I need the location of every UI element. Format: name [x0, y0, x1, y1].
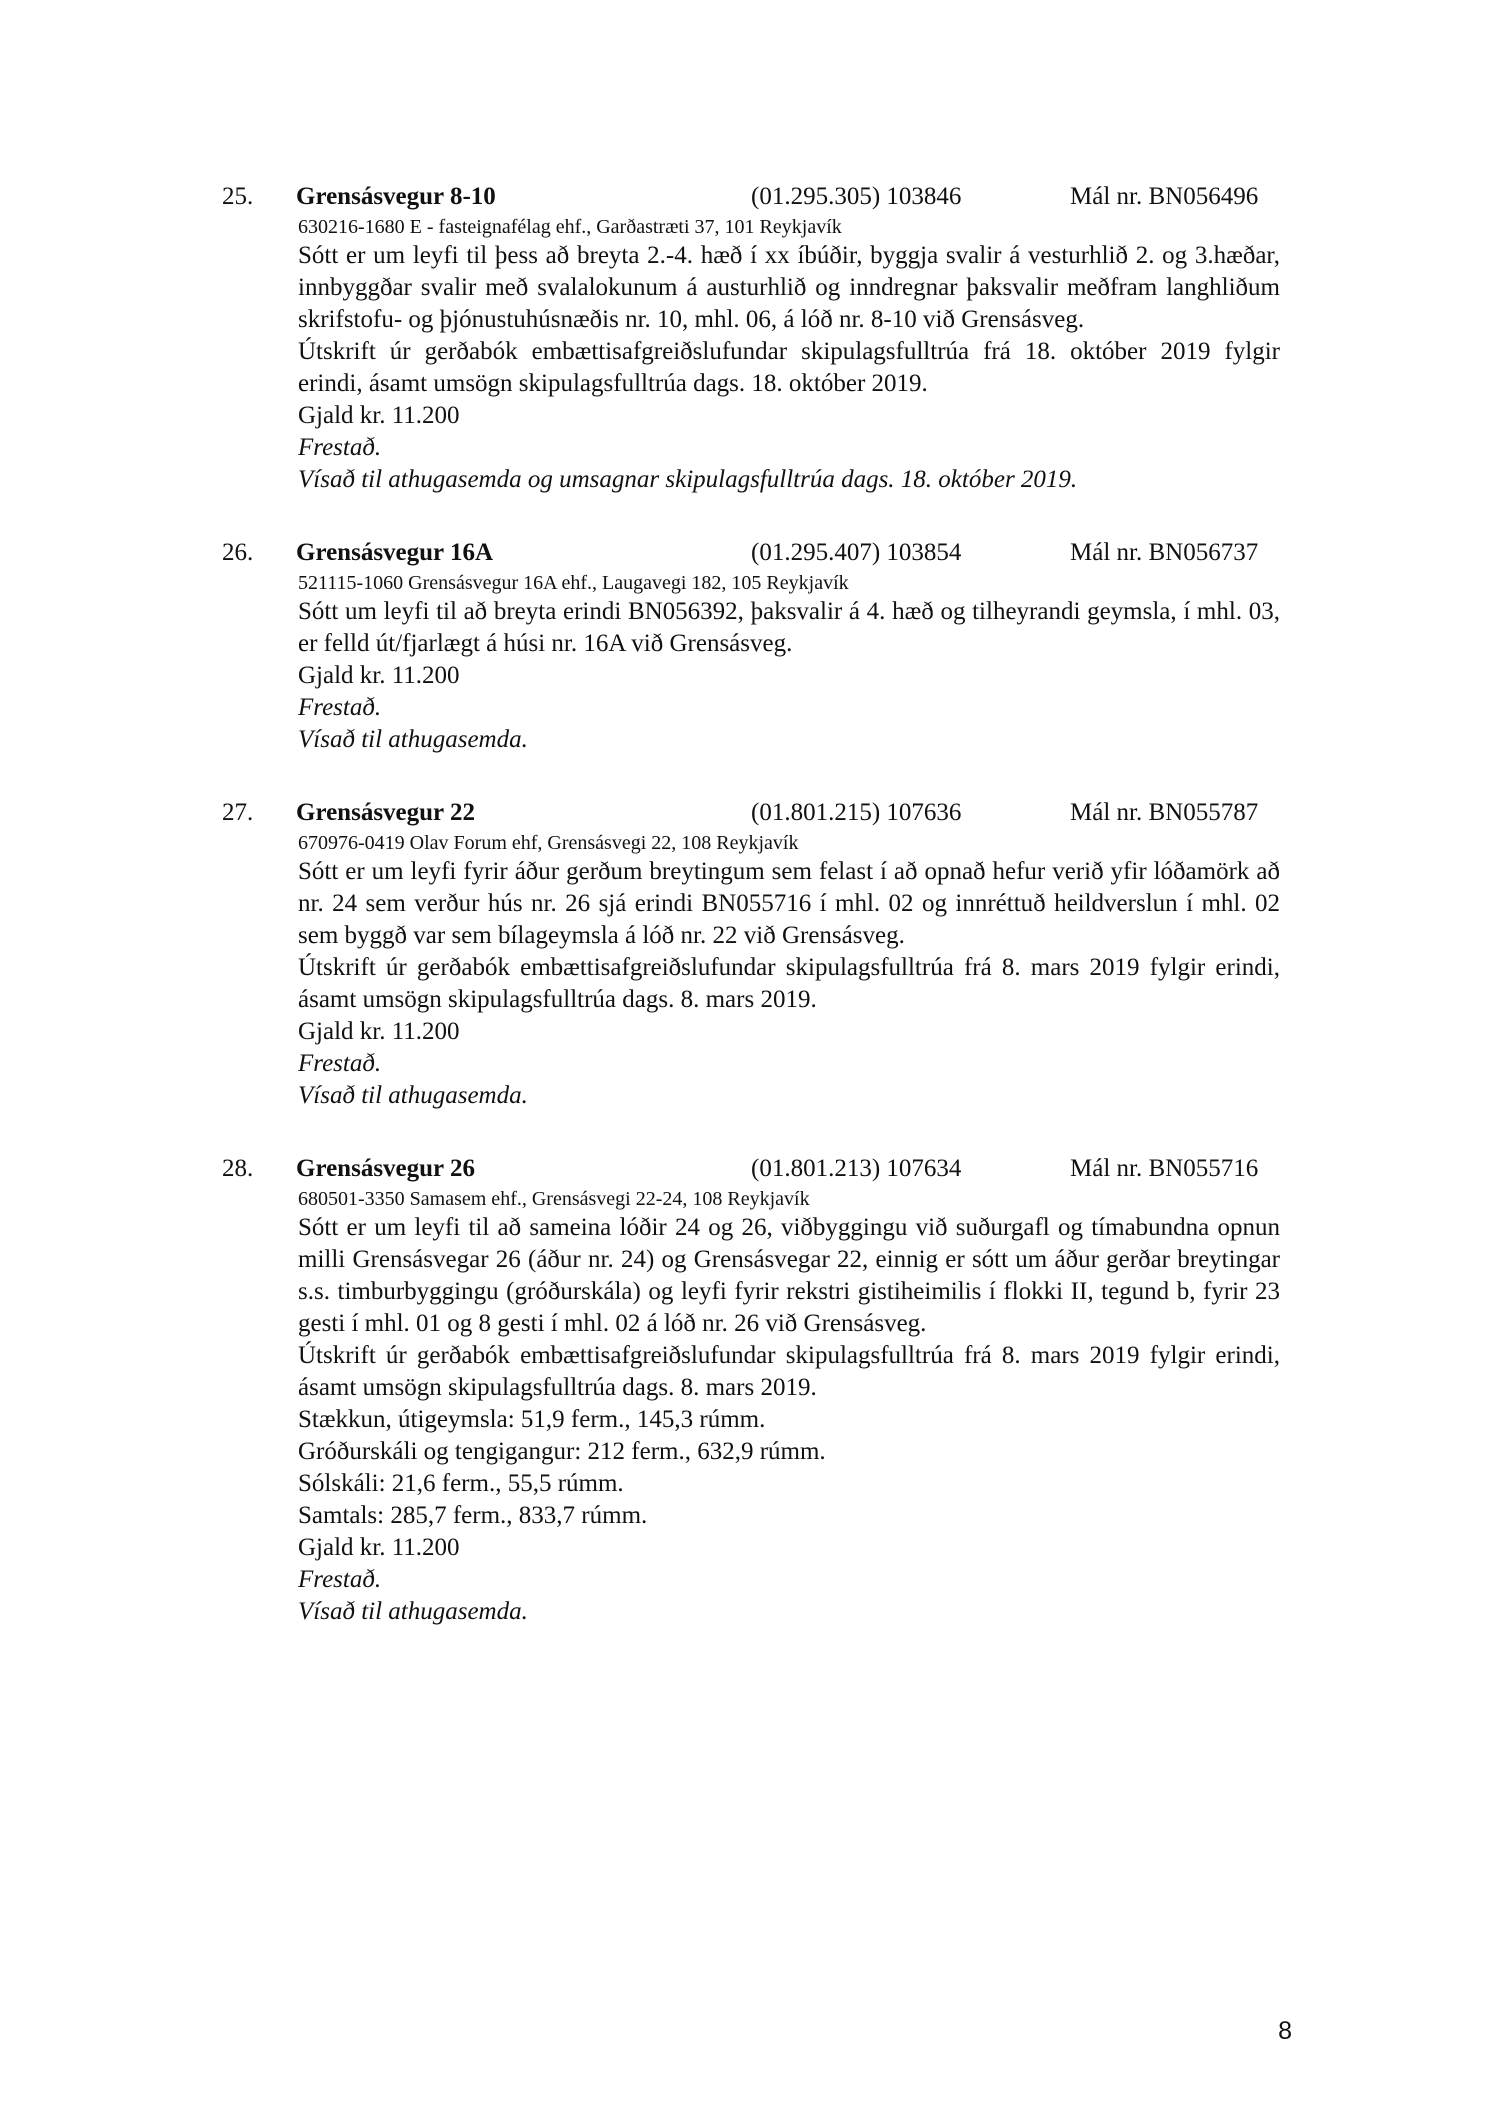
item-title: Grensásvegur 26: [296, 1155, 475, 1182]
extract-note: Útskrift úr gerðabók embættisafgreiðslufundar skipulagsfulltrúa frá 8. mars 2019 fylgir erindi, ásamt umsögn skipulagsfulltrúa dags. 8. mars 2019.: [298, 1342, 1280, 1401]
agenda-item: [0, 796, 1500, 1112]
agenda-item: [0, 536, 1500, 756]
case-number: Mál nr. BN055716: [1070, 1155, 1259, 1182]
item-title: Grensásvegur 8-10: [296, 183, 496, 210]
agenda-item: [0, 1152, 1500, 1628]
property-reference: (01.295.305) 103846: [751, 183, 962, 210]
item-number: 26.: [222, 539, 254, 566]
measure-line: Gróðurskáli og tengigangur: 212 ferm., 632,9 rúmm.: [298, 1438, 826, 1465]
item-body: [298, 856, 1280, 1112]
item-header: [0, 1152, 1500, 1186]
measure-line: Samtals: 285,7 ferm., 833,7 rúmm.: [298, 1502, 648, 1529]
status: Frestað.: [298, 694, 382, 721]
fee: Gjald kr. 11.200: [298, 402, 460, 429]
status: Frestað.: [298, 1566, 382, 1593]
applicant: 630216-1680 E - fasteignafélag ehf., Garðastræti 37, 101 Reykjavík: [298, 216, 842, 238]
case-number: Mál nr. BN056737: [1070, 539, 1259, 566]
agenda-item: [0, 180, 1500, 496]
property-reference: (01.295.407) 103854: [751, 539, 962, 566]
description: Sótt er um leyfi fyrir áður gerðum breytingum sem felast í að opnað hefur verið yfir lóðamörk að nr. 24 sem verður hús nr. 26 sjá erindi BN055716 í mhl. 02 og innréttuð heildverslun í mhl. 02 sem byggð var sem bílageymsla á lóð nr. 22 við Grensásveg.: [298, 858, 1280, 949]
item-body: [298, 240, 1280, 496]
item-header: [0, 180, 1500, 214]
item-title: Grensásvegur 22: [296, 799, 475, 826]
referral: Vísað til athugasemda og umsagnar skipulagsfulltrúa dags. 18. október 2019.: [298, 466, 1078, 493]
case-number: Mál nr. BN056496: [1070, 183, 1259, 210]
case-number: Mál nr. BN055787: [1070, 799, 1259, 826]
extract-note: Útskrift úr gerðabók embættisafgreiðslufundar skipulagsfulltrúa frá 8. mars 2019 fylgir erindi, ásamt umsögn skipulagsfulltrúa dags. 8. mars 2019.: [298, 954, 1280, 1013]
fee: Gjald kr. 11.200: [298, 662, 460, 689]
status: Frestað.: [298, 434, 382, 461]
measure-line: Sólskáli: 21,6 ferm., 55,5 rúmm.: [298, 1470, 624, 1497]
page-number: 8: [1278, 2017, 1292, 2045]
item-body: [298, 1212, 1280, 1628]
property-reference: (01.801.215) 107636: [751, 799, 962, 826]
measure-line: Stækkun, útigeymsla: 51,9 ferm., 145,3 rúmm.: [298, 1406, 766, 1433]
applicant: 680501-3350 Samasem ehf., Grensásvegi 22-24, 108 Reykjavík: [298, 1188, 810, 1210]
status: Frestað.: [298, 1050, 382, 1077]
property-reference: (01.801.213) 107634: [751, 1155, 962, 1182]
referral: Vísað til athugasemda.: [298, 726, 528, 753]
referral: Vísað til athugasemda.: [298, 1082, 528, 1109]
description: Sótt er um leyfi til að sameina lóðir 24 og 26, viðbyggingu við suðurgafl og tímabundna opnun milli Grensásvegar 26 (áður nr. 24) og Grensásvegar 22, einnig er sótt um áður gerðar breytingar s.s. timburbyggingu (gróðurskála) og leyfi fyrir rekstri gistiheimilis í flokki II, tegund b, fyrir 23 gesti í mhl. 01 og 8 gesti í mhl. 02 á lóð nr. 26 við Grensásveg.: [298, 1214, 1280, 1337]
description: Sótt er um leyfi til þess að breyta 2.-4. hæð í xx íbúðir, byggja svalir á vesturhlið 2. og 3.hæðar, innbyggðar svalir með svalalokunum á austurhlið og inndregnar þaksvalir meðfram langhliðum skrifstofu- og þjónustuhúsnæðis nr. 10, mhl. 06, á lóð nr. 8-10 við Grensásveg.: [298, 242, 1280, 333]
item-body: [298, 596, 1280, 756]
item-header: [0, 536, 1500, 570]
item-number: 25.: [222, 183, 254, 210]
agenda-items: [0, 180, 1500, 1668]
description: Sótt um leyfi til að breyta erindi BN056392, þaksvalir á 4. hæð og tilheyrandi geymsla, í mhl. 03, er felld út/fjarlægt á húsi nr. 16A við Grensásveg.: [298, 598, 1280, 657]
extract-note: Útskrift úr gerðabók embættisafgreiðslufundar skipulagsfulltrúa frá 18. október 2019 fylgir erindi, ásamt umsögn skipulagsfulltrúa dags. 18. október 2019.: [298, 338, 1280, 397]
item-title: Grensásvegur 16A: [296, 539, 493, 566]
referral: Vísað til athugasemda.: [298, 1598, 528, 1625]
applicant: 521115-1060 Grensásvegur 16A ehf., Laugavegi 182, 105 Reykjavík: [298, 572, 849, 594]
fee: Gjald kr. 11.200: [298, 1018, 460, 1045]
applicant: 670976-0419 Olav Forum ehf, Grensásvegi 22, 108 Reykjavík: [298, 832, 799, 854]
item-header: [0, 796, 1500, 830]
item-number: 27.: [222, 799, 254, 826]
fee: Gjald kr. 11.200: [298, 1534, 460, 1561]
item-number: 28.: [222, 1155, 254, 1182]
